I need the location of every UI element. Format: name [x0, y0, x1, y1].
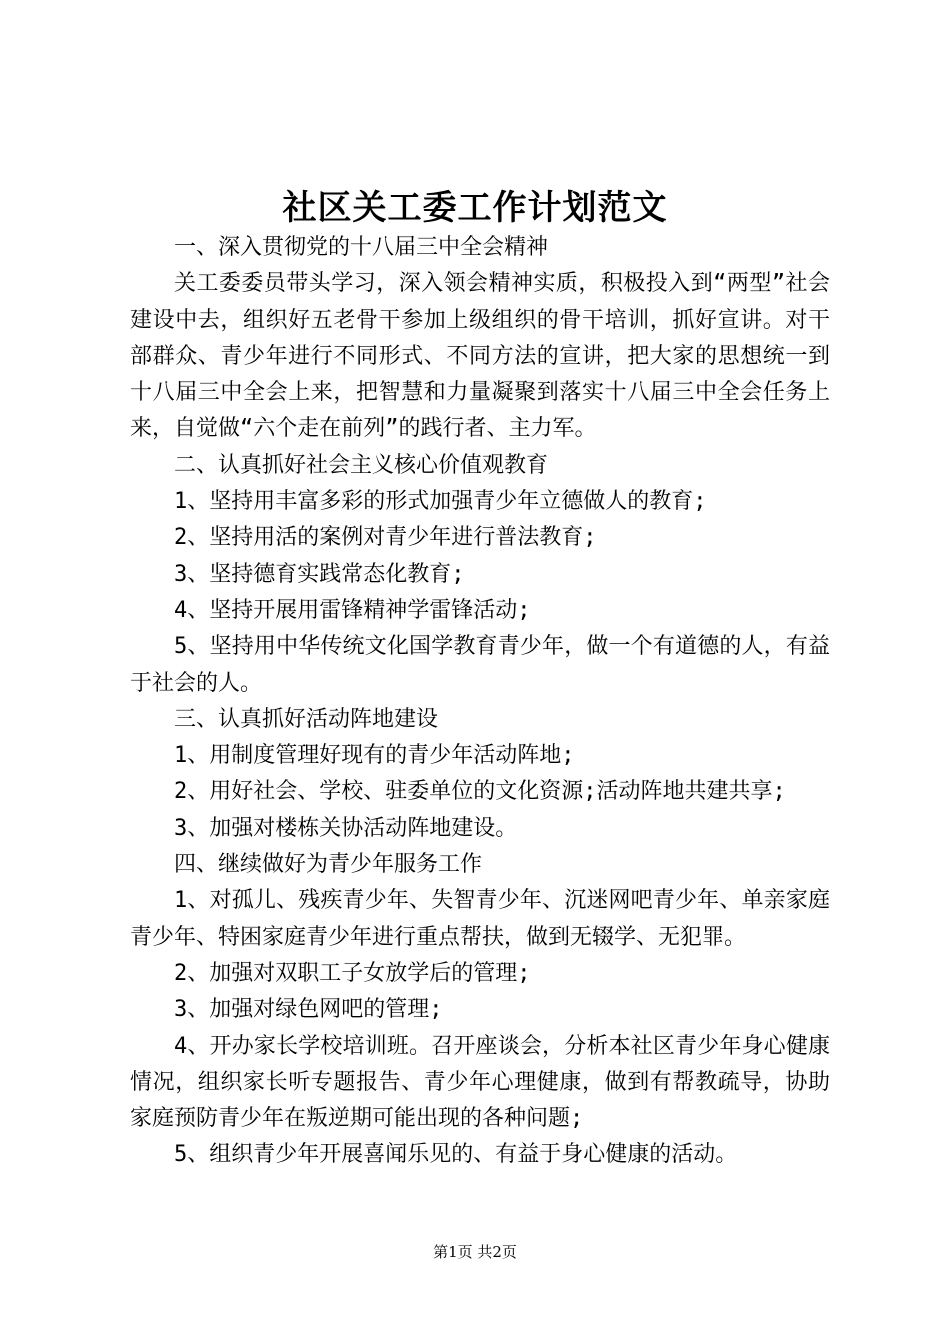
list-item: 1、坚持用丰富多彩的形式加强青少年立德做人的教育; — [174, 489, 707, 515]
document-body — [130, 230, 830, 1174]
section-heading-4: 四、继续做好为青少年服务工作 — [174, 852, 483, 878]
list-item: 1、对孤儿、残疾青少年、失智青少年、沉迷网吧青少年、单亲家庭青少年、特困家庭青少年进行重点帮扶，做到无辍学、无犯罪。 — [130, 888, 830, 950]
list-item: 5、坚持用中华传统文化国学教育青少年，做一个有道德的人，有益于社会的人。 — [130, 634, 830, 696]
list-item: 3、加强对绿色网吧的管理; — [174, 997, 443, 1023]
list-item: 5、组织青少年开展喜闻乐见的、有益于身心健康的活动。 — [174, 1142, 738, 1168]
list-item: 2、坚持用活的案例对青少年进行普法教育; — [174, 525, 597, 551]
section-heading-3: 三、认真抓好活动阵地建设 — [174, 706, 439, 732]
document-title: 社区关工委工作计划范文 — [282, 188, 668, 228]
section-heading-2: 二、认真抓好社会主义核心价值观教育 — [174, 452, 549, 478]
list-item: 2、用好社会、学校、驻委单位的文化资源;活动阵地共建共享; — [174, 779, 786, 805]
list-item: 1、用制度管理好现有的青少年活动阵地; — [174, 743, 575, 769]
list-item: 4、开办家长学校培训班。召开座谈会，分析本社区青少年身心健康情况，组织家长听专题报告、青少年心理健康，做到有帮教疏导，协助家庭预防青少年在叛逆期可能出现的各种问题; — [130, 1033, 830, 1132]
page-indicator: 第1页 共2页 — [433, 1243, 517, 1261]
section-heading-1: 一、深入贯彻党的十八届三中全会精神 — [174, 235, 549, 260]
list-item: 4、坚持开展用雷锋精神学雷锋活动; — [174, 597, 531, 623]
list-item: 2、加强对双职工子女放学后的管理; — [174, 960, 531, 986]
list-item: 3、加强对楼栋关协活动阵地建设。 — [174, 815, 518, 841]
list-item: 3、坚持德育实践常态化教育; — [174, 561, 465, 587]
paragraph: 关工委委员带头学习，深入领会精神实质，积极投入到“两型”社会建设中去，组织好五老骨干参加上级组织的骨干培训，抓好宣讲。对干部群众、青少年进行不同形式、不同方法的宣讲，把大家的思想统一到十八届三中全会上来，把智慧和力量凝聚到落实十八届三中全会任务上来，自觉做“六个走在前列”的践行者、主力军。 — [130, 271, 830, 442]
